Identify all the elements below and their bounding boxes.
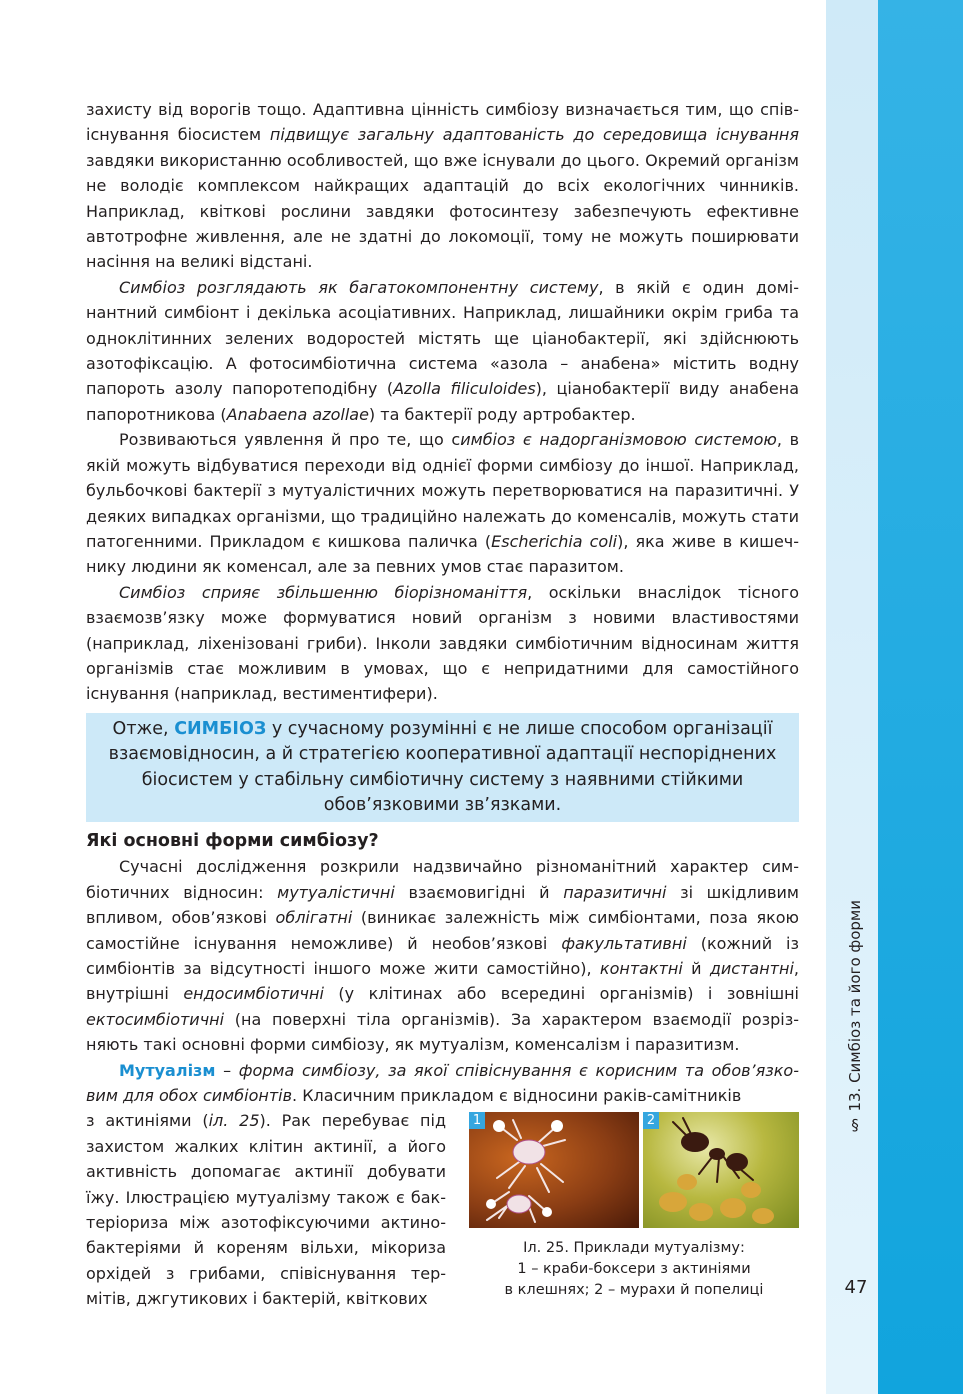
caption-line-2: 1 – краби-боксери з актиніями xyxy=(517,1261,751,1278)
ant-illustration xyxy=(643,1112,799,1228)
paragraph-mutualism-examples: з актиніями (іл. 25). Рак перебуває під захистом жалких клітин актинії, а його активність допомагає актинії добувати їжу. Ілюстрацією мутуалізму також є бактеріориза між азотофіксуючими актинобактеріями й кореням вільхи, мікориза орхідей з грибами, співіснування термітів, джгутикових і бактерій, квіткових xyxy=(86,1111,447,1309)
paragraph-supraorganismal: Розвиваються уявлення й про те, що симбіоз є надорганізмовою системою, в якій можуть відбуватися переходи від однієї форми симбіозу до іншої. Наприклад, бульбочкові бактерії з мутуалістичних можуть перетворюватися на паразитичні. У деяких випадках організми, що традиційно належать до коменсалів, можуть стати патогенними. Прикладом є кишкова паличка (Escherichia coli), яка живе в кишечнику людини як коменсал, але за певних умов стає паразитом. xyxy=(86,430,800,577)
definition-box: Отже, СИМБІОЗ у сучасному розумінні є не лише способом організації взаємовідносин, а й стратегією кооперативної адаптації неспоріднених біосистем у стабільну симбіотичну систему з наявними стійкими обов’язковими зв’язками. xyxy=(86,713,799,823)
crab-illustration xyxy=(469,1112,639,1228)
page-number: 47 xyxy=(844,1277,868,1298)
term-symbiosis: СИМБІОЗ xyxy=(174,718,267,739)
figure-caption xyxy=(469,1238,799,1301)
caption-line-1: Іл. 25. Приклади мутуалізму: xyxy=(523,1240,745,1257)
photo-boxer-crabs xyxy=(469,1112,639,1228)
main-text xyxy=(86,97,800,1309)
running-header xyxy=(840,900,870,1135)
paragraph-forms: Сучасні дослідження розкрили надзвичайно різноманітний характер симбіотичних відносин: мутуалістичні взаємовигідні й паразитичні зі шкідливим впливом, обов’язкові облігатні (виникає залежність між симбіонтами, поза якою самостійне існування неможливе) й необов’язкові факультативні (кожний із симбіонтів за відсутності іншого може жити самостійно), контактні й дистантні, внутрішні ендосимбіотичні (у клітинах або всередині організмів) і зовнішні ектосимбіотичні (на поверхні тіла організмів). За характером взаємодії розрізняють такі основні форми симбіозу, як мутуалізм, коменсалізм і паразитизм. xyxy=(86,857,800,1055)
section-title: § 13. Симбіоз та його форми xyxy=(846,900,864,1135)
paragraph-adaptive-value: захисту від ворогів тощо. Адаптивна цінність симбіозу визначається тим, що співіснування біосистем підвищує загальну адаптованість до середовища існування завдяки використанню особливостей, що вже існували до цього. Окремий організм не володіє комплексом найкращих адаптацій до всіх екологічних чинників. Наприклад, квіткові рослини завдяки фотосинтезу забезпечують ефективне автотрофне живлення, але не здатні до локомоції, тому не можуть поширювати насіння на великі відстані. xyxy=(86,100,799,272)
section-heading: Які основні форми симбіозу? xyxy=(86,831,379,852)
text-with-figure xyxy=(86,1108,799,1309)
photo-ants-aphids xyxy=(643,1112,799,1228)
sidebar-dark-stripe xyxy=(878,0,963,1394)
photo-number-1: 1 xyxy=(469,1112,485,1129)
photo-number-2: 2 xyxy=(643,1112,659,1129)
sidebar-light-stripe xyxy=(826,0,878,1394)
term-mutualism: Мутуалізм xyxy=(119,1060,216,1080)
paragraph-biodiversity: Симбіоз сприяє збільшенню біорізноманіття, оскільки внаслідок тісного взаємозв’язку може формуватися новий організм з новими властивостями (наприклад, ліхенізовані гриби). Інколи завдяки симбіотичним відносинам життя організмів стає можливим в умовах, що є непридатними для самостійного існування (наприклад, вестиментифери). xyxy=(86,582,799,704)
paragraph-multicomponent: Симбіоз розглядають як багатокомпонентну систему, в якій є один домінантний симбіонт і декілька асоціативних. Наприклад, лишайники окрім гриба та одноклітинних зелених водоростей містять ще ціанобактерії, які здійснюють азотофіксацію. А фотосимбіотична система «азола – анабена» містить водну папороть азолу папоротеподібну (Azolla filiculoides), ціанобактерії виду анабена папоротникова (Anabaena azollae) та бактерії роду артробактер. xyxy=(86,277,800,424)
caption-line-3: в клешнях; 2 – мурахи й попелиці xyxy=(504,1282,764,1299)
paragraph-mutualism: Мутуалізм – форма симбіозу, за якої співіснування є корисним та обов’язковим для обох симбіонтів. Класичним прикладом є відносини раків-самітників xyxy=(86,1060,800,1106)
